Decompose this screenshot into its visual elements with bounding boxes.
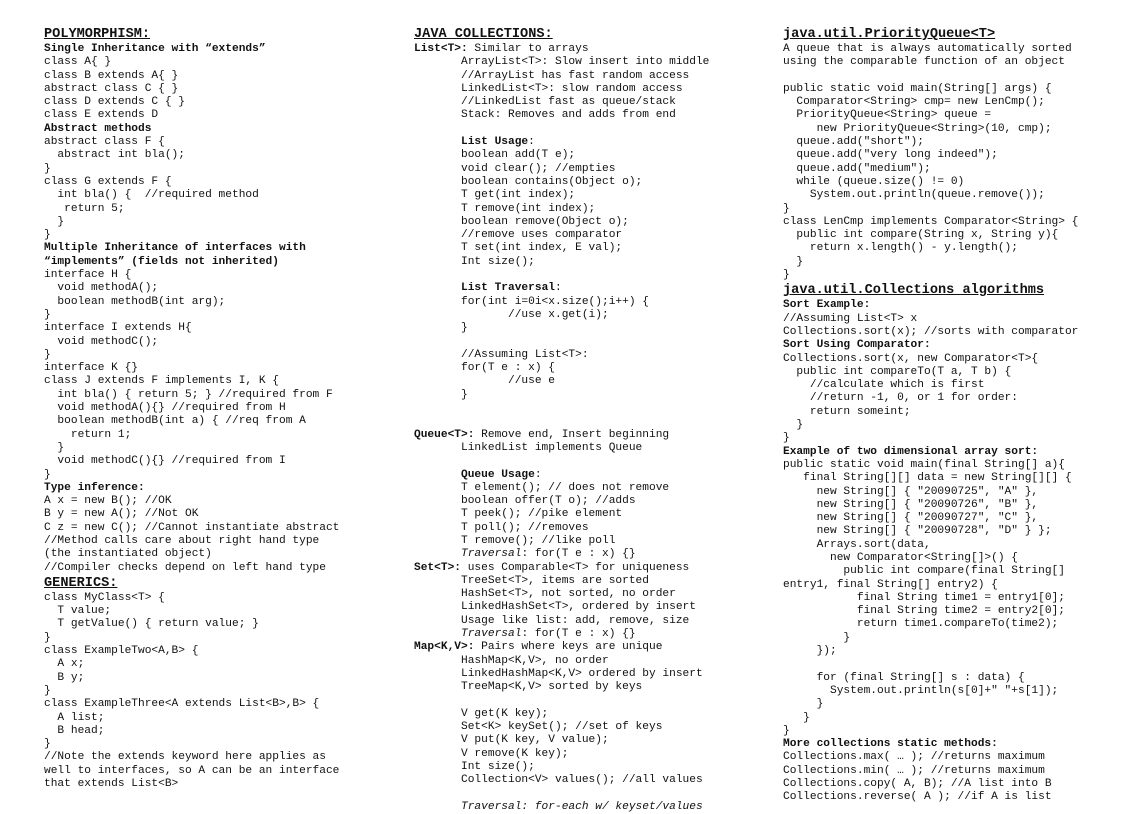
code-line: //ArrayList has fast random access [414,69,690,82]
code-line: queue.add("medium"); [783,162,931,175]
code-line: } [44,738,51,751]
code-line: }); [783,645,837,658]
code-line: T remove(int index); [414,202,596,215]
code-line: boolean add(T e); [414,149,576,162]
column-polymorphism-generics [44,26,399,791]
code-line: class LenCmp implements Comparator<String> { [783,215,1079,228]
code-segment: List<T>: [414,43,468,55]
code-line: class A{ } [44,56,112,69]
code-segment: Set<T>: [414,561,461,574]
code-line: well to interfaces, so A can be an interface [44,764,340,777]
code-line: A x; [44,658,85,671]
subheading-line: “implements” (fields not inherited) [44,255,279,268]
code-line: A x = new B(); //OK [44,495,172,508]
code-segment: Queue<T>: [414,428,475,441]
code-line: Collections.max( … ); //returns maximum [783,751,1045,764]
code-line: } [44,441,65,454]
code-line: new PriorityQueue<String>(10, cmp); [783,122,1052,135]
code-line [414,336,774,349]
code-line: class E extends D [44,109,159,122]
code-line: abstract class C { } [44,82,179,95]
code-line: C z = new C(); //Cannot instantiate abstract [44,521,340,534]
code-line: class D extends C { } [44,96,185,109]
code-line: } [44,631,51,644]
code-line: Set<K> keySet(); //set of keys [414,721,663,734]
code-line: while (queue.size() != 0) [783,175,965,188]
code-line [414,402,774,415]
code-line: Collections.min( … ); //returns maximum [783,764,1045,777]
code-line: entry1, final String[] entry2) { [783,578,998,591]
code-line: } [783,724,790,737]
code-segment: Queue Usage [461,468,535,481]
code-line: boolean methodB(int arg); [44,295,226,308]
code-line: } [783,698,824,711]
code-line: } [783,419,804,432]
code-segment [414,548,461,560]
code-line: class ExampleThree<A extends List<B>,B> { [44,698,320,711]
code-line: final String time2 = entry2[0]; [783,605,1065,618]
code-line: } [783,269,790,282]
code-line: public static void main(final String[] a){ [783,458,1065,471]
column-java-collections [414,26,774,814]
code-line [414,269,774,282]
code-line: //use e [414,375,555,388]
code-line [783,70,1128,83]
code-line: boolean offer(T o); //adds [414,495,636,508]
code-line: } [44,468,51,481]
code-line: //return -1, 0, or 1 for order: [783,392,1018,405]
code-line: } [414,322,468,335]
code-line: HashMap<K,V>, no order [414,654,609,667]
code-line: Collections.sort(x, new Comparator<T>{ [783,352,1039,365]
code-line: that extends List<B> [44,778,179,791]
code-line: System.out.println(queue.remove()); [783,189,1045,202]
code-line: TreeSet<T>, items are sorted [414,574,649,587]
code-line: abstract class F { [44,136,165,149]
code-line: new String[] { "20090725", "A" }, [783,485,1039,498]
code-line: return someint; [783,405,911,418]
code-line: Int size(); [414,761,535,774]
code-segment: : [528,136,535,149]
code-line: //remove uses comparator [414,229,623,242]
code-line: A list; [44,711,105,724]
code-segment: : for(T e : x) {} [521,548,636,561]
code-line: //Compiler checks depend on left hand type [44,561,326,574]
code-line: LinkedList<T>: slow random access [414,82,683,95]
code-line: //Assuming List<T>: [414,348,589,361]
code-line [414,136,774,149]
code-line: LinkedHashSet<T>, ordered by insert [414,601,696,614]
section-heading: java.util.Collections algorithms [783,283,1045,299]
code-line: public int compare(String x, String y){ [783,229,1059,242]
code-line: for(T e : x) { [414,362,555,375]
code-line: ArrayList<T>: Slow insert into middle [414,56,710,69]
code-line: } [44,162,51,175]
code-line: queue.add("very long indeed"); [783,149,998,162]
code-line: HashSet<T>, not sorted, no order [414,588,676,601]
code-segment: Similar to arrays [467,43,589,55]
subheading-line: Type inference: [44,481,145,494]
code-segment: : [534,468,542,481]
code-line: for(int i=0i<x.size();i++) { [414,295,649,308]
code-line: A queue that is always automatically sorted [783,43,1072,55]
code-line: interface H { [44,269,132,282]
code-line [414,469,774,482]
code-line: Collection<V> values(); //all values [414,774,703,787]
code-line: T poll(); //removes [414,521,589,534]
code-line: Int size(); [414,255,535,268]
code-line: boolean methodB(int a) { //req from A [44,415,306,428]
code-line: //Assuming List<T> x [783,312,918,325]
code-line: } [414,388,468,401]
code-line: void methodC(){} //required from I [44,455,286,468]
code-segment: List Traversal [461,282,555,295]
code-segment: : for(T e : x) {} [521,628,636,641]
code-segment: Traversal [461,548,522,561]
code-line: TreeMap<K,V> sorted by keys [414,681,643,694]
code-line: class G extends F { [44,175,172,188]
code-line: V remove(K key); [414,747,569,760]
code-line: void methodC(); [44,335,159,348]
subheading-line: Abstract methods [44,122,152,135]
code-line: //LinkedList fast as queue/stack [414,96,676,109]
code-segment: Traversal [461,628,522,641]
code-line: } [783,202,790,215]
code-line: void clear(); //empties [414,162,616,175]
code-line: void methodA(); [44,282,159,295]
code-line: abstract int bla(); [44,149,185,162]
code-line [414,562,774,575]
code-line [414,548,774,561]
code-line: PriorityQueue<String> queue = [783,109,992,122]
code-line: boolean remove(Object o); [414,215,629,228]
code-line: void methodA(){} //required from H [44,402,286,415]
code-line: } [44,684,51,697]
code-line: B y; [44,671,85,684]
code-line: (the instantiated object) [44,548,212,561]
code-segment [414,469,461,481]
code-line: } [44,348,51,361]
code-line: } [783,432,790,445]
code-line: new String[] { "20090727", "C" }, [783,512,1039,525]
code-line: } [44,215,65,228]
code-segment [414,282,461,294]
code-line: } [44,308,51,321]
column-priorityqueue-collections-algorithms [783,26,1128,805]
code-line: V get(K key); [414,707,549,720]
code-line [414,123,774,136]
code-line: V put(K key, V value); [414,734,609,747]
code-line [783,658,1128,671]
code-line: //Method calls care about right hand type [44,534,320,547]
code-line: //Note the extends keyword here applies as [44,751,326,764]
code-line: public static void main(String[] args) { [783,82,1052,95]
code-segment: List Usage [461,136,529,149]
code-line: T getValue() { return value; } [44,618,259,631]
code-line: boolean contains(Object o); [414,175,643,188]
code-line: class B extends A{ } [44,69,179,82]
code-line: T element(); // does not remove [414,481,670,494]
code-line: } [44,229,51,242]
code-line [414,455,774,468]
code-line: Collections.copy( A, B); //A list into B [783,778,1052,791]
code-line [414,641,774,654]
code-line: for (final String[] s : data) { [783,671,1025,684]
code-line: } [783,255,804,268]
section-heading: POLYMORPHISM: [44,27,151,42]
code-segment: Pairs where keys are unique [474,641,663,654]
code-line: Stack: Removes and adds from end [414,109,676,122]
code-line: new Comparator<String[]>() { [783,551,1018,564]
section-heading: GENERICS: [44,575,118,591]
subheading-line: Example of two dimensional array sort: [783,445,1039,458]
subheading-line: Sort Using Comparator: [783,339,931,352]
code-segment [414,136,461,148]
code-line: } [783,711,810,724]
code-line: using the comparable function of an object [783,56,1065,69]
code-line: B head; [44,724,105,737]
section-heading: java.util.PriorityQueue<T> [783,27,996,42]
code-line: B y = new A(); //Not OK [44,508,199,521]
subheading-line: Multiple Inheritance of interfaces with [44,242,306,255]
code-line [414,429,774,442]
code-line: final String time1 = entry1[0]; [783,591,1065,604]
code-segment [414,628,461,640]
code-line: T remove(); //like poll [414,534,616,547]
code-line: T value; [44,605,112,618]
code-line: LinkedHashMap<K,V> ordered by insert [414,667,703,680]
code-line: } [783,631,851,644]
code-line: final String[][] data = new String[][] { [783,472,1072,485]
code-line [414,628,774,641]
code-line: public int compareTo(T a, T b) { [783,365,1012,378]
code-line: T peek(); //pike element [414,508,623,521]
subheading-line: Single Inheritance with “extends” [44,43,266,55]
code-line: return x.length() - y.length(); [783,242,1018,255]
code-line: System.out.println(s[0]+" "+s[1]); [783,684,1059,697]
code-line [414,415,774,428]
code-line: return time1.compareTo(time2); [783,618,1059,631]
italic-line: Traversal: for-each w/ keyset/values [414,800,703,813]
code-line: new String[] { "20090726", "B" }, [783,498,1039,511]
code-line: int bla() { return 5; } //required from F [44,388,333,401]
code-line: //use x.get(i); [414,308,609,321]
subheading-line: More collections static methods: [783,738,998,751]
code-line [414,282,774,295]
code-segment: uses Comparable<T> for uniqueness [461,561,690,574]
code-segment: Map<K,V>: [414,641,475,654]
code-line: return 5; [44,202,125,215]
subheading-line: Sort Example: [783,299,871,312]
code-line: Collections.sort(x); //sorts with comparator [783,325,1079,338]
code-line: class ExampleTwo<A,B> { [44,645,199,658]
code-line: class MyClass<T> { [44,591,165,604]
code-segment: Remove end, Insert beginning [474,428,670,441]
code-line: new String[] { "20090728", "D" } }; [783,525,1052,538]
code-line: T get(int index); [414,189,576,202]
code-line [414,695,774,708]
code-line: LinkedList implements Queue [414,441,643,454]
code-line: Arrays.sort(data, [783,538,931,551]
code-line: return 1; [44,428,132,441]
code-line [414,788,774,801]
code-line: Comparator<String> cmp= new LenCmp(); [783,96,1045,109]
code-line: //calculate which is first [783,379,985,392]
code-segment: : [555,282,562,295]
code-line: interface I extends H{ [44,322,192,335]
section-heading: JAVA COLLECTIONS: [414,27,553,42]
code-line: class J extends F implements I, K { [44,375,279,388]
code-line: Collections.reverse( A ); //if A is list [783,791,1052,804]
code-line: queue.add("short"); [783,136,924,149]
code-line: interface K {} [44,362,138,375]
code-line: Usage like list: add, remove, size [414,614,690,627]
code-line [414,43,774,56]
code-line: T set(int index, E val); [414,242,623,255]
code-line: public int compare(final String[] [783,565,1065,578]
code-line: int bla() { //required method [44,189,259,202]
